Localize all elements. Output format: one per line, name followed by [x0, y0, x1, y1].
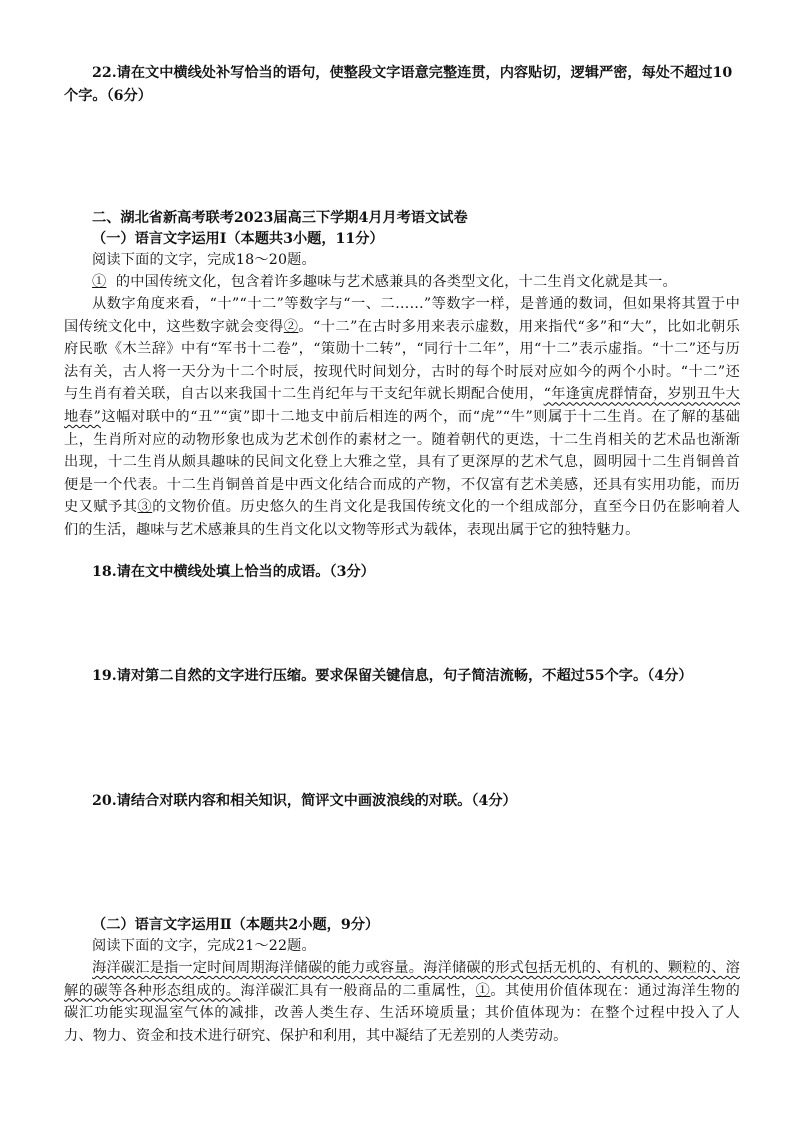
- section-title: 二、湖北省新高考联考2023届高三下学期4月月考语文试卷: [92, 210, 468, 226]
- passage-2-paragraph: [64, 957, 740, 1047]
- passage-2-part-a: 海洋碳汇具有一般商品的二重属性，: [240, 982, 476, 999]
- subsection-1-title: （一）语言文字运用Ⅰ（本题共3小题，11分）: [92, 231, 384, 247]
- couplet-wavy-underlined: “年逢寅虎群情奋，岁别丑牛大地春”: [64, 386, 740, 425]
- blank-4: ①: [475, 982, 491, 999]
- reading-instruction-2: 阅读下面的文字，完成21～22题。: [92, 938, 316, 954]
- paragraph-2-part-d: 的文物价值。历史悠久的生肖文化是我国传统文化的一个组成部分，直至今日仍在影响着人们的生活，趣味与艺术感兼具的生肖文化以文物等形式为载体，表现出属于它的独特魅力。: [64, 499, 740, 538]
- paragraph-2-part-b: 。“十二”在古时多用来表示虚数，用来指代“多”和“大”，比如北朝乐府民歌《木兰辞》中有“军书十二卷”，“策勋十二转”，“同行十二年”，用“十二”表示虚指。“十二”还与历法有关，古人将一天分为十二个时辰，按现代时间划分，古时的每个时辰对应如今的两个小时。“十二”还与生肖有着关联，自古以来我国十二生肖纪年与干支纪年就长期配合使用，: [64, 318, 740, 403]
- question-20: 20.请结合对联内容和相关知识，简评文中画波浪线的对联。（4分）: [92, 793, 517, 809]
- blank-3: ③: [137, 499, 153, 516]
- passage-1-paragraph-1: [64, 271, 740, 294]
- passage-2-wavy-sentence: 海洋碳汇是指一定时间周期海洋储碳的能力或容量。海洋储碳的形式包括无机的、有机的、颗粒的、溶解的碳等各种形态组成的。: [64, 960, 740, 999]
- subsection-2-title: （二）语言文字运用Ⅱ（本题共2小题，9分）: [92, 917, 380, 933]
- blank-2: ②: [283, 318, 299, 335]
- blank-1: ①: [92, 274, 107, 290]
- paragraph-2-part-a: 从数字角度来看，“十”“十二”等数字与“一、二……”等数字一样，是普通的数词，但如果将其置于中国传统文化中，这些数字就会变得: [64, 296, 740, 335]
- reading-instruction-1: 阅读下面的文字，完成18～20题。: [92, 252, 316, 268]
- passage-2-part-b: 。其使用价值体现在：通过海洋生物的碳汇功能实现温室气体的减排，改善人类生存、生活环境质量；其价值体现为：在整个过程中投入了人力、物力、资金和技术进行研究、保护和利用，其中凝结了无差别的人类劳动。: [64, 982, 740, 1044]
- question-18: 18.请在文中横线处填上恰当的成语。（3分）: [92, 564, 375, 580]
- paragraph-1-text: 的中国传统文化，包含着许多趣味与艺术感兼具的各类型文化，十二生肖文化就是其一。: [115, 274, 677, 290]
- passage-1-paragraph-2: [64, 293, 740, 542]
- question-22: 22.请在文中横线处补写恰当的语句，使整段文字语意完整连贯，内容贴切，逻辑严密，每处不超过10个字。（6分）: [64, 65, 733, 104]
- question-19: 19.请对第二自然的文字进行压缩。要求保留关键信息，句子简洁流畅，不超过55个字。（4分）: [92, 668, 693, 684]
- paragraph-2-part-c: 这幅对联中的“丑”“寅”即十二地支中前后相连的两个，而“虎”“牛”则属于十二生肖。在了解的基础上，生肖所对应的动物形象也成为艺术创作的素材之一。随着朝代的更迭，十二生肖相关的艺术品也渐渐出现，十二生肖从颇具趣味的民间文化登上大雅之堂，具有了更深厚的艺术气息，圆明园十二生肖铜兽首便是一个代表。十二生肖铜兽首是中西文化结合而成的产物，不仅富有艺术美感，还具有实用功能，而历史又赋予其: [64, 408, 740, 516]
